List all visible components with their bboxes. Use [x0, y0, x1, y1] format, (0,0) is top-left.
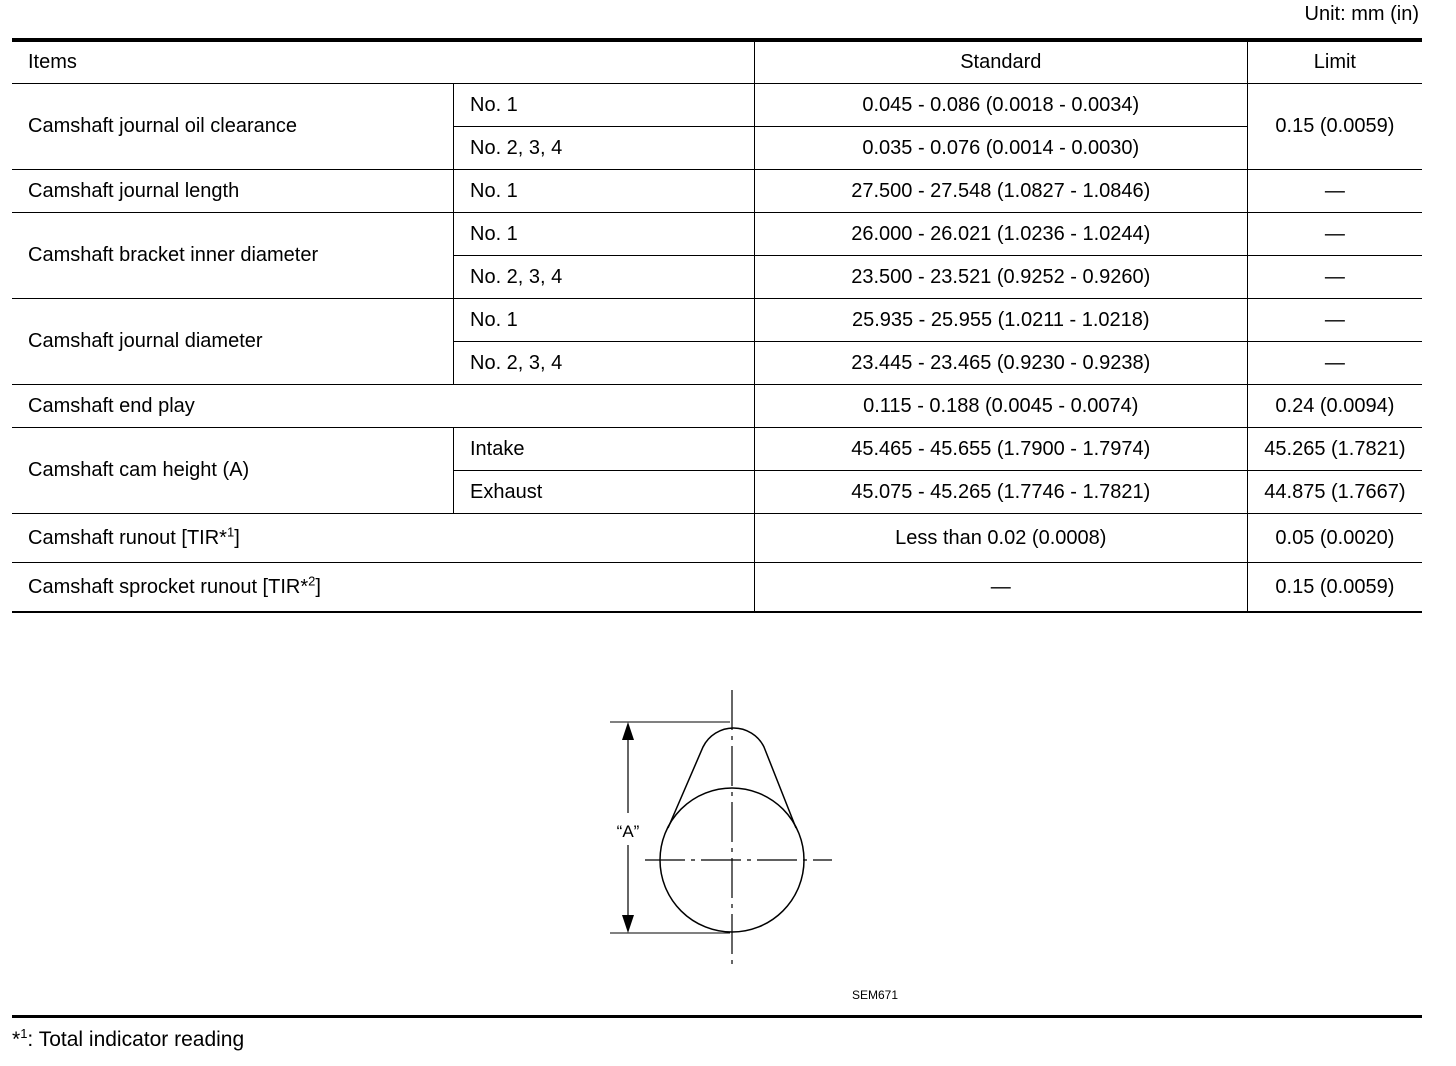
- header-items: Items: [28, 51, 77, 73]
- table-row: [12, 84, 1422, 127]
- standard-cell: 23.500 - 23.521 (0.9252 - 0.9260): [754, 256, 1247, 299]
- header-limit: Limit: [1247, 40, 1422, 84]
- table-row: [12, 428, 1422, 471]
- standard-cell: 0.115 - 0.188 (0.0045 - 0.0074): [754, 385, 1247, 428]
- sub-item-cell: No. 1: [454, 299, 755, 342]
- limit-cell: 0.24 (0.0094): [1247, 385, 1422, 428]
- figure-code: SEM671: [852, 988, 899, 1002]
- limit-cell: 0.15 (0.0059): [1247, 563, 1422, 613]
- item-cell: Camshaft journal length: [12, 170, 454, 213]
- limit-cell: 44.875 (1.7667): [1247, 471, 1422, 514]
- footnote-ref: 2: [308, 572, 316, 588]
- sub-item-cell: No. 2, 3, 4: [454, 127, 755, 170]
- item-cell: [12, 514, 754, 563]
- standard-cell: 45.465 - 45.655 (1.7900 - 1.7974): [754, 428, 1247, 471]
- table-row: [12, 563, 1422, 613]
- footnote: [12, 1028, 244, 1052]
- footnote-text: : Total indicator reading: [27, 1028, 245, 1051]
- item-text: Camshaft sprocket runout [TIR*: [28, 575, 309, 598]
- sub-item-cell: No. 1: [454, 213, 755, 256]
- table-row: [12, 514, 1422, 563]
- unit-label: Unit: mm (in): [1304, 3, 1419, 25]
- bottom-rule: [12, 1015, 1422, 1018]
- footnote-star: *: [12, 1028, 21, 1051]
- standard-cell: 27.500 - 27.548 (1.0827 - 1.0846): [754, 170, 1247, 213]
- footnote-ref: 1: [226, 523, 235, 539]
- standard-cell: 25.935 - 25.955 (1.0211 - 1.0218): [754, 299, 1247, 342]
- item-text-end: ]: [315, 575, 321, 598]
- limit-cell: —: [1247, 299, 1422, 342]
- standard-cell: Less than 0.02 (0.0008): [754, 514, 1247, 563]
- camshaft-spec-table: [12, 38, 1422, 613]
- table-row: [12, 170, 1422, 213]
- sub-item-cell: No. 2, 3, 4: [454, 256, 755, 299]
- item-text-end: ]: [234, 526, 240, 549]
- sub-item-cell: No. 2, 3, 4: [454, 342, 755, 385]
- table-row: [12, 299, 1422, 342]
- sub-item-cell: No. 1: [454, 84, 755, 127]
- header-standard: Standard: [754, 40, 1247, 84]
- item-cell: Camshaft end play: [12, 385, 754, 428]
- limit-cell: 0.05 (0.0020): [1247, 514, 1422, 563]
- sub-item-cell: Intake: [454, 428, 755, 471]
- item-cell: Camshaft journal diameter: [12, 299, 454, 385]
- header-row: [12, 40, 1422, 84]
- limit-cell: 0.15 (0.0059): [1247, 84, 1422, 170]
- item-cell: Camshaft cam height (A): [12, 428, 454, 514]
- item-text: Camshaft runout [TIR*: [28, 526, 227, 549]
- dimension-label-a: “A”: [616, 822, 640, 841]
- arrowhead-up: [622, 722, 634, 740]
- limit-cell: —: [1247, 342, 1422, 385]
- standard-cell: 45.075 - 45.265 (1.7746 - 1.7821): [754, 471, 1247, 514]
- standard-cell: —: [754, 563, 1247, 613]
- standard-cell: 23.445 - 23.465 (0.9230 - 0.9238): [754, 342, 1247, 385]
- sub-item-cell: Exhaust: [454, 471, 755, 514]
- cam-lobe-diagram: [600, 685, 840, 975]
- footnote-number: 1: [20, 1026, 28, 1041]
- standard-cell: 26.000 - 26.021 (1.0236 - 1.0244): [754, 213, 1247, 256]
- limit-cell: —: [1247, 170, 1422, 213]
- cam-lobe-figure: [600, 685, 840, 975]
- standard-cell: 0.045 - 0.086 (0.0018 - 0.0034): [754, 84, 1247, 127]
- table-row: [12, 213, 1422, 256]
- sub-item-cell: No. 1: [454, 170, 755, 213]
- table-row: [12, 385, 1422, 428]
- item-cell: Camshaft journal oil clearance: [12, 84, 454, 170]
- limit-cell: —: [1247, 213, 1422, 256]
- arrowhead-down: [622, 915, 634, 933]
- standard-cell: 0.035 - 0.076 (0.0014 - 0.0030): [754, 127, 1247, 170]
- limit-cell: —: [1247, 256, 1422, 299]
- item-cell: [12, 563, 754, 613]
- limit-cell: 45.265 (1.7821): [1247, 428, 1422, 471]
- item-cell: Camshaft bracket inner diameter: [12, 213, 454, 299]
